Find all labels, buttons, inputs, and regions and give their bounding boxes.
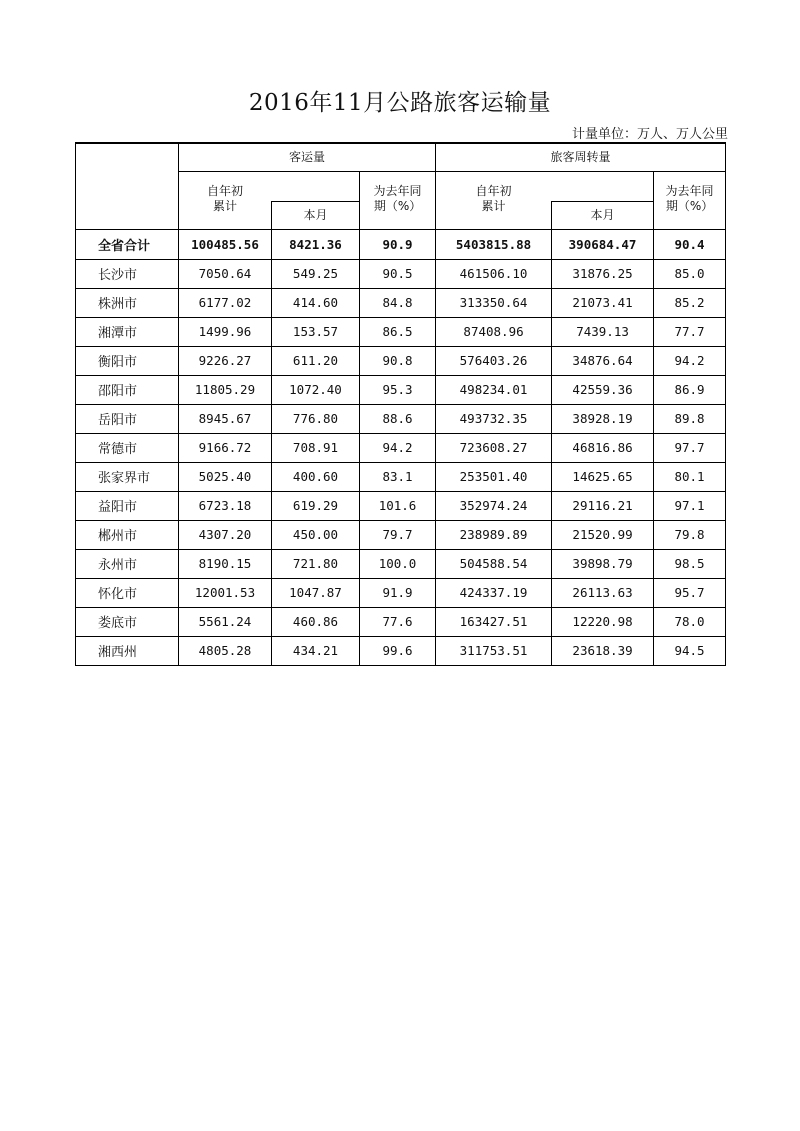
- passenger-month: 721.80: [272, 549, 360, 578]
- passenger-month: 619.29: [272, 491, 360, 520]
- passenger-yoy: 99.6: [360, 636, 436, 665]
- region-name: 岳阳市: [76, 404, 179, 433]
- table-row: [76, 520, 726, 549]
- turnover-ytd: 352974.24: [436, 491, 552, 520]
- turnover-yoy: 89.8: [654, 404, 726, 433]
- turnover-month: 12220.98: [552, 607, 654, 636]
- passenger-ytd: 5561.24: [179, 607, 272, 636]
- header-yoy-line1: 为去年同: [373, 183, 422, 198]
- passenger-yoy: 84.8: [360, 288, 436, 317]
- header-ytd-line2: 累计: [481, 198, 506, 213]
- region-name: 邵阳市: [76, 375, 179, 404]
- turnover-yoy: 97.1: [654, 491, 726, 520]
- turnover-yoy: 79.8: [654, 520, 726, 549]
- turnover-yoy: 80.1: [654, 462, 726, 491]
- turnover-month: 21073.41: [552, 288, 654, 317]
- turnover-yoy: 86.9: [654, 375, 726, 404]
- passenger-ytd: 7050.64: [179, 259, 272, 288]
- passenger-yoy: 101.6: [360, 491, 436, 520]
- turnover-ytd: 5403815.88: [436, 229, 552, 259]
- passenger-month: 460.86: [272, 607, 360, 636]
- passenger-yoy: 77.6: [360, 607, 436, 636]
- header-passenger-yoy: [360, 171, 436, 229]
- header-ytd-line2: 累计: [212, 198, 237, 213]
- table-row: [76, 607, 726, 636]
- turnover-month: 42559.36: [552, 375, 654, 404]
- table-row: [76, 549, 726, 578]
- turnover-ytd: 504588.54: [436, 549, 552, 578]
- turnover-yoy: 94.2: [654, 346, 726, 375]
- turnover-yoy: 94.5: [654, 636, 726, 665]
- turnover-yoy: 85.2: [654, 288, 726, 317]
- table-row: [76, 317, 726, 346]
- region-name: 湘西州: [76, 636, 179, 665]
- passenger-ytd: 4307.20: [179, 520, 272, 549]
- turnover-yoy: 85.0: [654, 259, 726, 288]
- passenger-ytd: 8190.15: [179, 549, 272, 578]
- header-yoy-line2: 期（%）: [665, 198, 714, 213]
- passenger-month: 8421.36: [272, 229, 360, 259]
- header-yoy-line2: 期（%）: [373, 198, 422, 213]
- passenger-month: 611.20: [272, 346, 360, 375]
- header-passenger-turnover: 旅客周转量: [436, 143, 726, 171]
- turnover-ytd: 498234.01: [436, 375, 552, 404]
- turnover-yoy: 90.4: [654, 229, 726, 259]
- turnover-yoy: 98.5: [654, 549, 726, 578]
- turnover-ytd: 311753.51: [436, 636, 552, 665]
- region-name: 张家界市: [76, 462, 179, 491]
- table-row: [76, 375, 726, 404]
- passenger-month: 776.80: [272, 404, 360, 433]
- turnover-month: 34876.64: [552, 346, 654, 375]
- region-name: 长沙市: [76, 259, 179, 288]
- turnover-month: 26113.63: [552, 578, 654, 607]
- table-row: [76, 636, 726, 665]
- region-name: 益阳市: [76, 491, 179, 520]
- passenger-yoy: 79.7: [360, 520, 436, 549]
- passenger-month: 153.57: [272, 317, 360, 346]
- region-header-cell: [76, 143, 179, 229]
- passenger-yoy: 91.9: [360, 578, 436, 607]
- passenger-ytd: 11805.29: [179, 375, 272, 404]
- passenger-ytd: 100485.56: [179, 229, 272, 259]
- passenger-month: 450.00: [272, 520, 360, 549]
- header-turnover-month-spacer: [552, 171, 654, 201]
- turnover-month: 14625.65: [552, 462, 654, 491]
- passenger-yoy: 90.8: [360, 346, 436, 375]
- turnover-ytd: 163427.51: [436, 607, 552, 636]
- passenger-ytd: 6177.02: [179, 288, 272, 317]
- turnover-month: 23618.39: [552, 636, 654, 665]
- turnover-month: 39898.79: [552, 549, 654, 578]
- header-turnover-yoy: [654, 171, 726, 229]
- turnover-yoy: 77.7: [654, 317, 726, 346]
- region-name: 怀化市: [76, 578, 179, 607]
- turnover-ytd: 461506.10: [436, 259, 552, 288]
- header-passenger-ytd: [179, 171, 272, 229]
- passenger-yoy: 86.5: [360, 317, 436, 346]
- turnover-ytd: 87408.96: [436, 317, 552, 346]
- passenger-ytd: 9166.72: [179, 433, 272, 462]
- turnover-yoy: 97.7: [654, 433, 726, 462]
- turnover-month: 7439.13: [552, 317, 654, 346]
- header-passenger-month-spacer: [272, 171, 360, 201]
- passenger-month: 549.25: [272, 259, 360, 288]
- passenger-ytd: 4805.28: [179, 636, 272, 665]
- passenger-month: 1072.40: [272, 375, 360, 404]
- header-turnover-month: 本月: [552, 201, 654, 229]
- passenger-ytd: 6723.18: [179, 491, 272, 520]
- passenger-ytd: 5025.40: [179, 462, 272, 491]
- header-turnover-ytd: [436, 171, 552, 229]
- region-name: 湘潭市: [76, 317, 179, 346]
- turnover-month: 38928.19: [552, 404, 654, 433]
- region-name: 常德市: [76, 433, 179, 462]
- turnover-yoy: 78.0: [654, 607, 726, 636]
- passenger-ytd: 12001.53: [179, 578, 272, 607]
- passenger-ytd: 8945.67: [179, 404, 272, 433]
- turnover-ytd: 238989.89: [436, 520, 552, 549]
- table-row: [76, 491, 726, 520]
- passenger-month: 708.91: [272, 433, 360, 462]
- passenger-ytd: 9226.27: [179, 346, 272, 375]
- turnover-ytd: 576403.26: [436, 346, 552, 375]
- region-name: 郴州市: [76, 520, 179, 549]
- passenger-yoy: 88.6: [360, 404, 436, 433]
- header-ytd-line1: 自年初: [475, 183, 512, 198]
- turnover-month: 29116.21: [552, 491, 654, 520]
- table-row-total: [76, 229, 726, 259]
- passenger-transport-table: [75, 142, 726, 666]
- turnover-ytd: 493732.35: [436, 404, 552, 433]
- region-name: 株洲市: [76, 288, 179, 317]
- passenger-yoy: 83.1: [360, 462, 436, 491]
- turnover-ytd: 723608.27: [436, 433, 552, 462]
- passenger-month: 414.60: [272, 288, 360, 317]
- header-passenger-volume: 客运量: [179, 143, 436, 171]
- passenger-yoy: 100.0: [360, 549, 436, 578]
- table-row: [76, 346, 726, 375]
- passenger-ytd: 1499.96: [179, 317, 272, 346]
- passenger-yoy: 90.5: [360, 259, 436, 288]
- region-name: 全省合计: [76, 229, 179, 259]
- table-row: [76, 578, 726, 607]
- table-row: [76, 462, 726, 491]
- table-row: [76, 404, 726, 433]
- turnover-month: 390684.47: [552, 229, 654, 259]
- passenger-yoy: 94.2: [360, 433, 436, 462]
- turnover-yoy: 95.7: [654, 578, 726, 607]
- passenger-yoy: 95.3: [360, 375, 436, 404]
- turnover-month: 21520.99: [552, 520, 654, 549]
- turnover-month: 46816.86: [552, 433, 654, 462]
- passenger-yoy: 90.9: [360, 229, 436, 259]
- turnover-ytd: 313350.64: [436, 288, 552, 317]
- turnover-ytd: 253501.40: [436, 462, 552, 491]
- unit-note: 计量单位：万人、万人公里: [571, 127, 728, 142]
- turnover-month: 31876.25: [552, 259, 654, 288]
- header-yoy-line1: 为去年同: [665, 183, 714, 198]
- table-row: [76, 259, 726, 288]
- table-row: [76, 433, 726, 462]
- table-row: [76, 288, 726, 317]
- region-name: 娄底市: [76, 607, 179, 636]
- region-name: 永州市: [76, 549, 179, 578]
- region-name: 衡阳市: [76, 346, 179, 375]
- turnover-ytd: 424337.19: [436, 578, 552, 607]
- passenger-month: 400.60: [272, 462, 360, 491]
- passenger-month: 434.21: [272, 636, 360, 665]
- header-ytd-line1: 自年初: [206, 183, 243, 198]
- header-passenger-month: 本月: [272, 201, 360, 229]
- page-title: 2016年11月公路旅客运输量: [248, 90, 552, 116]
- passenger-month: 1047.87: [272, 578, 360, 607]
